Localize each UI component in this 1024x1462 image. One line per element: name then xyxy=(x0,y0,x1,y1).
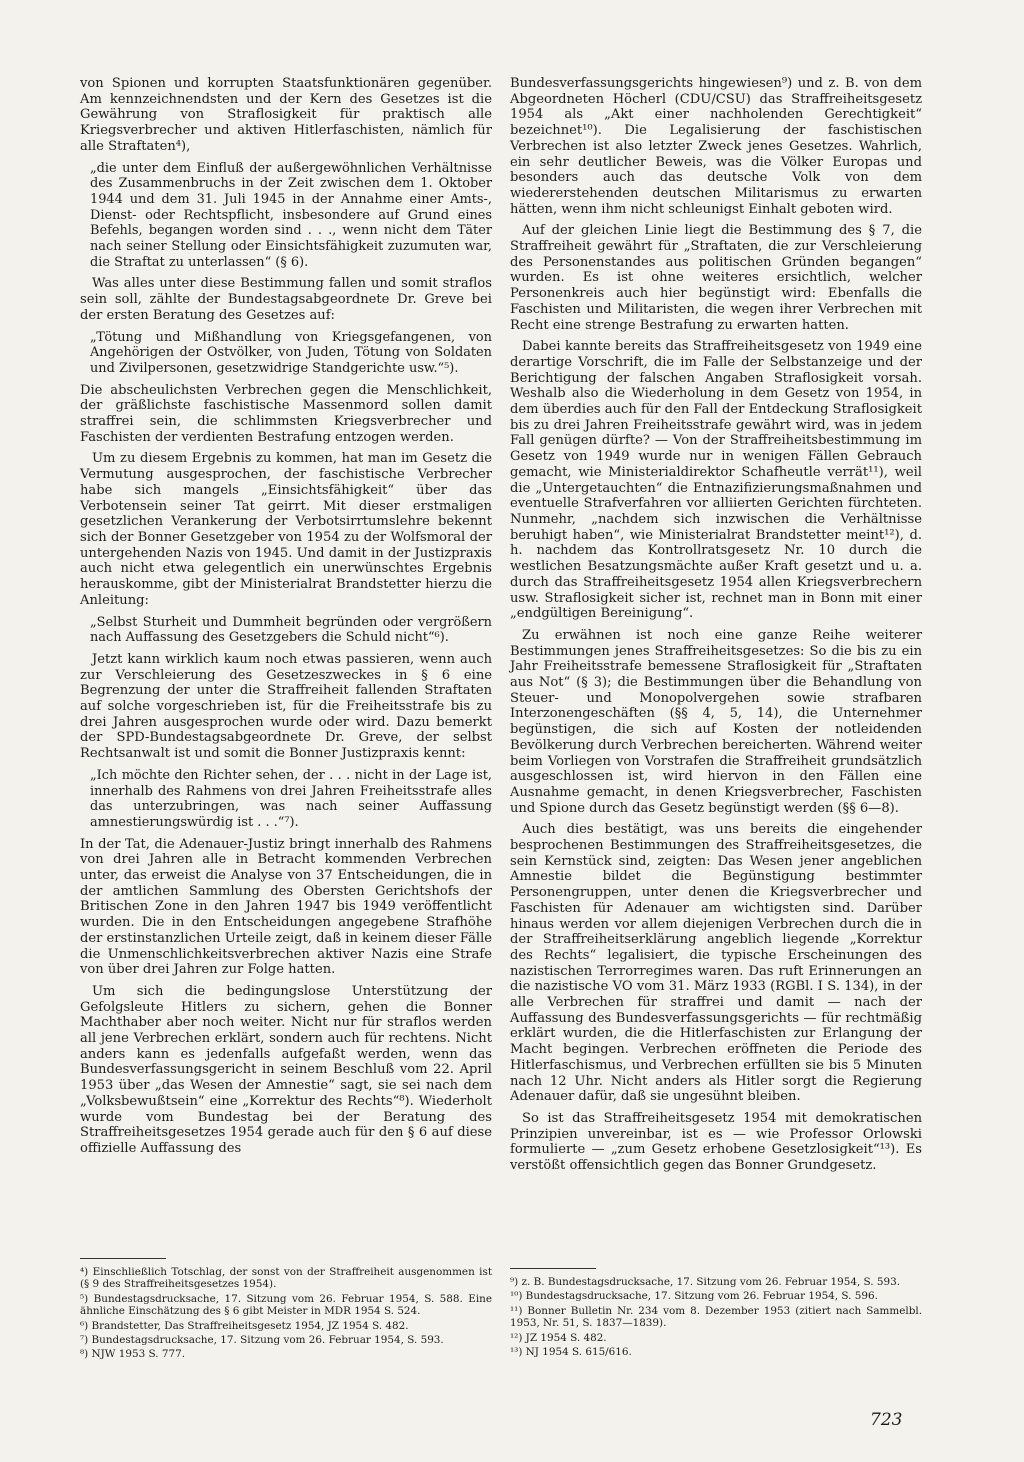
footnote-divider xyxy=(510,1268,596,1269)
paragraph: Auch dies bestätigt, was uns bereits die eingehender besprochenen Bestimmungen des Straffreiheitsgesetzes, die sein Kernstück sind, zeigten: Das Wesen jener angeblichen Amnestie bildet die Begünstigung bestimmter Personengruppen, unter denen die Kriegsverbrecher und Faschisten für Adenauer am wichtigsten sind. Darüber hinaus werden vor allem diejenigen Verbrechen durch die in der Straffreiheitserklärung angeblich liegende „Korrektur des Rechts“ legalisiert, die typische Erscheinungen des nazistischen Terrorregimes waren. Das ruft Erinnerungen an die nazistische VO vom 31. März 1933 (RGBl. I S. 134), in der alle Verbrechen für straffrei und damit — nach der Auffassung des Bundesverfassungsgerichts — für rechtmäßig erklärt wurden, die die Hitlerfaschisten zur Erlangung der Macht begingen. Verbrechen eröffneten die Periode des Hitlerfaschismus, und Verbrechen erfüllten sie bis 5 Minuten nach 12 Uhr. Nicht anders als Hitler sorgt die Regierung Adenauer dafür, daß sie ungesühnt bleiben. xyxy=(510,822,922,1105)
footnotes-left xyxy=(80,1266,492,1363)
paragraph: Um sich die bedingungslose Unterstützung der Gefolgsleute Hitlers zu sichern, gehen die Bonner Machthaber aber noch weiter. Nicht nur für straflos werden all jene Verbrechen erklärt, sondern auch für rechtens. Nicht anders kann es jedenfalls aufgefaßt werden, wenn das Bundesverfassungsgericht in seinem Beschluß vom 22. April 1953 über „das Wesen der Amnestie“ sagt, sie sei nach dem „Volksbewußtsein“ eine „Korrektur des Rechts“⁸). Wiederholt wurde vom Bundestag bei der Beratung des Straffreiheitsgesetzes 1954 gerade auch für den § 6 auf diese offizielle Auffassung des xyxy=(80,983,492,1156)
footnote: ¹²) JZ 1954 S. 482. xyxy=(510,1331,607,1344)
paragraph: In der Tat, die Adenauer-Justiz bringt innerhalb des Rahmens von drei Jahren alle in Betracht kommenden Verbrechen unter, das erweist die Analyse von 37 Entscheidungen, die in der amtlichen Sammlung des Obersten Gerichtshofs der Britischen Zone in den Jahren 1947 bis 1949 veröffentlicht wurden. Die in den Entscheidungen angegebene Strafhöhe der erstinstanzlichen Urteile zeigt, daß in keinem dieser Fälle die Unmenschlichkeitsverbrechen aktiver Nazis eine Strafe von über drei Jahren zur Folge hatten. xyxy=(80,836,493,978)
paragraph: von Spionen und korrupten Staatsfunktionären gegenüber. Am kennzeichnendsten und der Kern des Gesetzes ist die Gewährung von Straflosigkeit für praktisch alle Kriegsverbrecher und aktiven Hitlerfaschisten, nämlich für alle Straftaten⁴), xyxy=(80,76,492,154)
footnote: ⁴) Einschließlich Totschlag, der sonst von der Straffreiheit ausgenommen ist (§ 9 des Straffreiheitsgesetzes 1954). xyxy=(80,1266,492,1291)
paragraph: Auf der gleichen Linie liegt die Bestimmung des § 7, die Straffreiheit gewährt für „Straftaten, die zur Verschleierung des Personenstandes aus politischen Gründen begangen“ wurden. Es ist ohne weiteres ersichtlich, welcher Personenkreis auch hier begünstigt wird: Ebenfalls die Faschisten und Militaristen, die wegen ihrer Verbrechen mit Recht eine strenge Bestrafung zu erwarten hatten. xyxy=(510,223,922,333)
block-quote: „die unter dem Einfluß der außergewöhnlichen Verhältnisse des Zusammenbruchs in der Zeit zwischen dem 1. Oktober 1944 und dem 31. Juli 1945 in der Annahme einer Amts-, Dienst- oder Rechtspflicht, insbesondere auf Grund eines Befehls, begangen worden sind . . ., wenn nicht dem Täter nach seiner Stellung oder Einsichtsfähigkeit zuzumuten war, die Straftat zu unterlassen“ (§ 6). xyxy=(90,160,492,270)
paragraph: So ist das Straffreiheitsgesetz 1954 mit demokratischen Prinzipien unvereinbar, ist es — wie Professor Orlowski formulierte — „zum Gesetz erhobene Gesetzlosigkeit“¹³). Es verstößt offensichtlich gegen das Bonner Grundgesetz. xyxy=(510,1111,922,1174)
block-quote: „Tötung und Mißhandlung von Kriegsgefangenen, von Angehörigen der Ostvölker, von Juden, Tötung von Soldaten und Zivilpersonen, gesetzwidrige Standgerichte usw.“⁵). xyxy=(90,329,492,376)
paragraph: Was alles unter diese Bestimmung fallen und somit straflos sein soll, zählte der Bundestagsabgeordnete Dr. Greve bei der ersten Beratung des Gesetzes auf: xyxy=(80,276,492,323)
paragraph: Die abscheulichsten Verbrechen gegen die Menschlichkeit, der gräßlichste faschistische Massenmord sollen damit straffrei sein, die schlimmsten Kriegsverbrecher und Faschisten der verdienten Bestrafung entzogen werden. xyxy=(80,382,492,445)
footnote: ⁵) Bundestagsdrucksache, 17. Sitzung vom 26. Februar 1954, S. 588. Eine ähnliche Einschätzung des § 6 gibt Meister in MDR 1954 S. 524. xyxy=(80,1292,492,1318)
footnote: ⁷) Bundestagsdrucksache, 17. Sitzung vom 26. Februar 1954, S. 593. xyxy=(80,1334,444,1347)
paragraph: Um zu diesem Ergebnis zu kommen, hat man im Gesetz die Vermutung ausgesprochen, der faschistische Verbrecher habe sich mangels „Einsichtsfähigkeit“ über das Verbotensein seiner Tat geirrt. Mit dieser erstmaligen gesetzlichen Verankerung der Verbotsirrtumslehre bekennt sich der Bonner Gesetzgeber von 1954 zu der Wolfsmoral der untergehenden Nazis von 1945. Und damit in der Justizpraxis auch nicht etwa gelegentlich ein unerwünschtes Ergebnis herauskomme, gibt der Ministerialrat Brandstetter hierzu die Anleitung: xyxy=(80,451,492,608)
footnote: ¹³) NJ 1954 S. 615/616. xyxy=(510,1346,632,1359)
page-number: 723 xyxy=(870,1410,903,1430)
paragraph: Bundesverfassungsgerichts hingewiesen⁹) und z. B. von dem Abgeordneten Höcherl (CDU/CSU) das Straffreiheitsgesetz 1954 als „Akt einer nachholenden Gerechtigkeit“ bezeichnet¹⁰). Die Legalisierung der faschistischen Verbrechen ist also letzter Zweck jenes Gesetzes. Wahrlich, ein sehr deutlicher Beweis, was die Völker Europas und besonders auch das deutsche Volk von dem wiedererstehenden deutschen Militarismus zu erwarten hätten, wenn ihm nicht schleunigst Einhalt geboten wird. xyxy=(510,76,922,217)
block-quote: „Selbst Sturheit und Dummheit begründen oder vergrößern nach Auffassung des Gesetzgebers die Schuld nicht“⁶). xyxy=(90,614,492,646)
left-text-column xyxy=(80,76,492,1163)
footnote: ¹⁰) Bundestagsdrucksache, 17. Sitzung vom 26. Februar 1954, S. 596. xyxy=(510,1290,878,1303)
right-text-column xyxy=(510,76,922,1180)
footnotes-right xyxy=(510,1276,922,1360)
footnote-divider xyxy=(80,1258,166,1259)
footnote: ⁶) Brandstetter, Das Straffreiheitsgesetz 1954, JZ 1954 S. 482. xyxy=(80,1319,409,1332)
block-quote: „Ich möchte den Richter sehen, der . . . nicht in der Lage ist, innerhalb des Rahmens von drei Jahren Freiheitsstrafe alles das unterzubringen, was nach seiner Auffassung amnestierungswürdig ist . . .“⁷). xyxy=(90,767,492,830)
paragraph: Dabei kannte bereits das Straffreiheitsgesetz von 1949 eine derartige Vorschrift, die im Falle der Selbstanzeige und der Berichtigung der falschen Angaben Straflosigkeit vorsah. Weshalb also die Wiederholung in dem Gesetz von 1954, in dem überdies auch für den Fall der Entdeckung Straflosigkeit bis zu drei Jahren Freiheitsstrafe gewährt wird, was in jedem Fall genügen dürfte? — Von der Straffreiheitsbestimmung im Gesetz von 1949 wurde nur in wenigen Fällen Gebrauch gemacht, wie Ministerialdirektor Schafheutle verrät¹¹), weil die „Untergetauchten“ die Entnazifizierungsmaßnahmen und eventuelle Strafverfahren vor alliierten Gerichten fürchteten. Nunmehr, „nachdem sich inzwischen die Verhältnisse beruhigt haben“, wie Ministerialrat Brandstetter meint¹²), d. h. nachdem das Kontrollratsgesetz Nr. 10 durch die westlichen Besatzungsmächte außer Kraft gesetzt und u. a. durch das Straffreiheitsgesetz 1954 allen Kriegsverbrechern usw. Straflosigkeit sicher ist, rechnet man in Bonn mit einer „endgültigen Bereinigung“. xyxy=(510,339,922,622)
footnote: ⁸) NJW 1953 S. 777. xyxy=(80,1348,185,1361)
footnote: ¹¹) Bonner Bulletin Nr. 234 vom 8. Dezember 1953 (zitiert nach Sammelbl. 1953, Nr. 51, S. 1837—1839). xyxy=(510,1304,922,1330)
footnote: ⁹) z. B. Bundestagsdrucksache, 17. Sitzung vom 26. Februar 1954, S. 593. xyxy=(510,1276,901,1288)
paragraph: Zu erwähnen ist noch eine ganze Reihe weiterer Bestimmungen jenes Straffreiheitsgesetzes: So die bis zu ein Jahr Freiheitsstrafe bemessene Straflosigkeit für „Straftaten aus Not“ (§ 3); die Bestimmungen über die Behandlung von Steuer- und Monopolvergehen sowie strafbaren Interzonengeschäften (§§ 4, 5, 14), die Unternehmer begünstigen, die sich auf Kosten der notleidenden Bevölkerung durch Verbrechen bereicherten. Während weiter beim Vorliegen von Vorstrafen die Straffreiheit grundsätzlich ausgeschlossen ist, wird hiervon in den Fällen eine Ausnahme gemacht, in denen Kriegsverbrecher, Faschisten und Spione durch das Gesetz begünstigt werden (§§ 6—8). xyxy=(510,627,922,816)
paragraph: Jetzt kann wirklich kaum noch etwas passieren, wenn auch zur Verschleierung des Gesetzeszweckes in § 6 eine Begrenzung der unter die Straffreiheit fallenden Straftaten auf solche vorgeschrieben ist, für die Freiheitsstrafe bis zu drei Jahren ausgesprochen wurde oder wird. Dazu bemerkt der SPD-Bundestagsabgeordnete Dr. Greve, der selbst Rechtsanwalt ist und somit die Bonner Justizpraxis kennt: xyxy=(80,651,492,762)
